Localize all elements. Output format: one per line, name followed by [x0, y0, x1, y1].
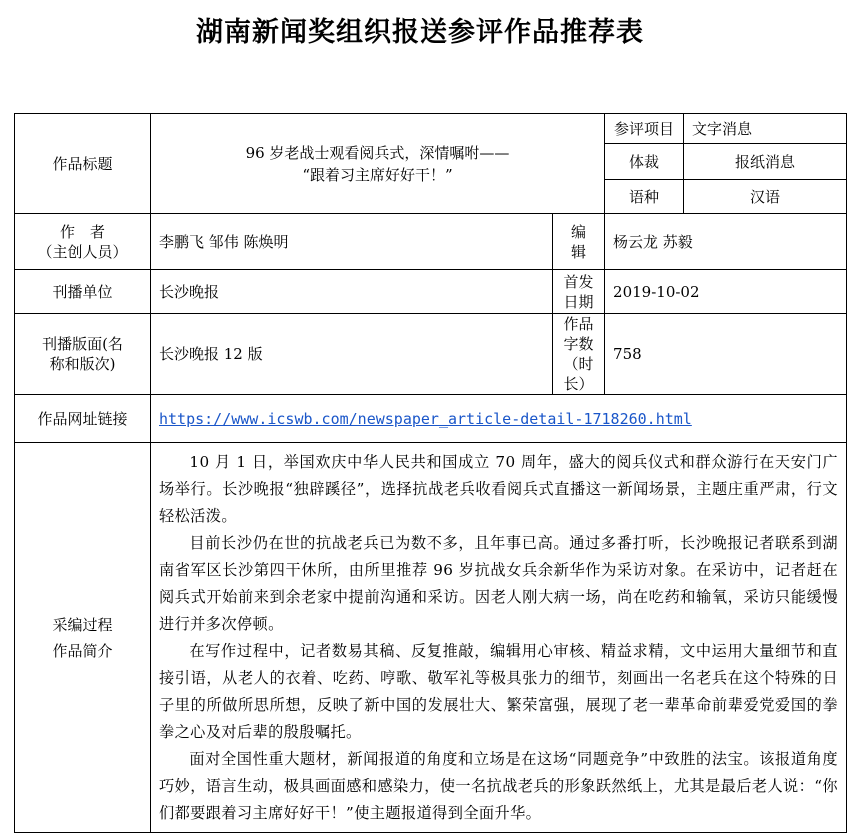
first-publish-date-label: 首发日期 — [553, 270, 605, 314]
language-value: 汉语 — [684, 180, 847, 214]
recommendation-table — [14, 113, 847, 833]
author-label-line-2: （主创人员） — [37, 242, 128, 261]
genre-value: 报纸消息 — [684, 144, 847, 180]
language-label: 语种 — [605, 180, 684, 214]
word-count-value: 758 — [605, 314, 847, 395]
intro-label — [15, 443, 151, 833]
word-count-label-line-2: （时长） — [563, 355, 594, 393]
category-label: 参评项目 — [605, 114, 684, 144]
row-author — [15, 214, 847, 270]
publisher-label: 刊播单位 — [15, 270, 151, 314]
intro-paragraph: 在写作过程中，记者数易其稿、反复推敲，编辑用心审核、精益求精，文中运用大量细节和直接引语，从老人的衣着、吃药、哼歌、敬军礼等极具张力的细节，刻画出一名老兵在这个特殊的日子里的所做所思所想，反映了新中国的发展壮大、繁荣富强，展现了老一辈革命前辈爱党爱国的拳拳之心及对后辈的殷殷嘱托。 — [159, 641, 839, 741]
row-url — [15, 395, 847, 443]
edition-label — [15, 314, 151, 395]
row-intro — [15, 443, 847, 833]
first-publish-date-value: 2019-10-02 — [605, 270, 847, 314]
word-count-label — [553, 314, 605, 395]
author-label-line-1: 作 者 — [59, 222, 105, 241]
word-count-label-line-1: 作品字数 — [563, 315, 594, 353]
intro-paragraph: 目前长沙仍在世的抗战老兵已为数不多，且年事已高。通过多番打听，长沙晚报记者联系到湖南省军区长沙第四干休所，由所里推荐 96 岁抗战女兵余新华作为采访对象。在采访中，记者赶在阅兵式开始前来到余老家中提前沟通和采访。因老人刚大病一场，尚在吃药和输氧，采访只能缓慢进行并多次停顿。 — [159, 533, 839, 633]
intro-paragraph: 面对全国性重大题材，新闻报道的角度和立场是在这场“同题竞争”中致胜的法宝。该报道角度巧妙，语言生动，极具画面感和感染力，使一名抗战老兵的形象跃然纸上，尤其是最后老人说：“你们都要跟着习主席好好干！”使主题报道得到全面升华。 — [159, 749, 839, 822]
editor-label: 编 辑 — [553, 214, 605, 270]
title-value — [151, 114, 605, 214]
url-cell — [151, 395, 847, 443]
edition-label-line-2: 称和版次) — [49, 355, 116, 373]
intro-label-line-1: 采编过程 — [52, 615, 113, 634]
category-value: 文字消息 — [684, 114, 847, 144]
edition-label-line-1: 刊播版面(名 — [42, 335, 123, 353]
intro-paragraph: 10 月 1 日，举国欢庆中华人民共和国成立 70 周年，盛大的阅兵仪式和群众游行在天安门广场举行。长沙晚报“独辟蹊径”，选择抗战老兵收看阅兵式直播这一新闻场景，主题庄重严肃，行文轻松活泼。 — [159, 452, 839, 525]
row-edition — [15, 314, 847, 395]
url-label: 作品网址链接 — [15, 395, 151, 443]
title-line-1: 96 岁老战士观看阅兵式，深情嘱咐—— — [245, 143, 510, 162]
intro-content — [151, 443, 847, 833]
row-publisher — [15, 270, 847, 314]
intro-label-line-2: 作品简介 — [52, 641, 113, 660]
article-url-link[interactable]: https://www.icswb.com/newspaper_article-detail-1718260.html — [159, 409, 692, 428]
publisher-value: 长沙晚报 — [151, 270, 553, 314]
edition-value: 长沙晚报 12 版 — [151, 314, 553, 395]
author-value: 李鹏飞 邹伟 陈焕明 — [151, 214, 553, 270]
editor-value: 杨云龙 苏毅 — [605, 214, 847, 270]
page-title: 湖南新闻奖组织报送参评作品推荐表 — [196, 17, 644, 48]
author-label — [15, 214, 151, 270]
row-title-category — [15, 114, 847, 144]
title-line-2: “跟着习主席好好干！” — [302, 165, 453, 184]
title-label: 作品标题 — [15, 114, 151, 214]
genre-label: 体裁 — [605, 144, 684, 180]
